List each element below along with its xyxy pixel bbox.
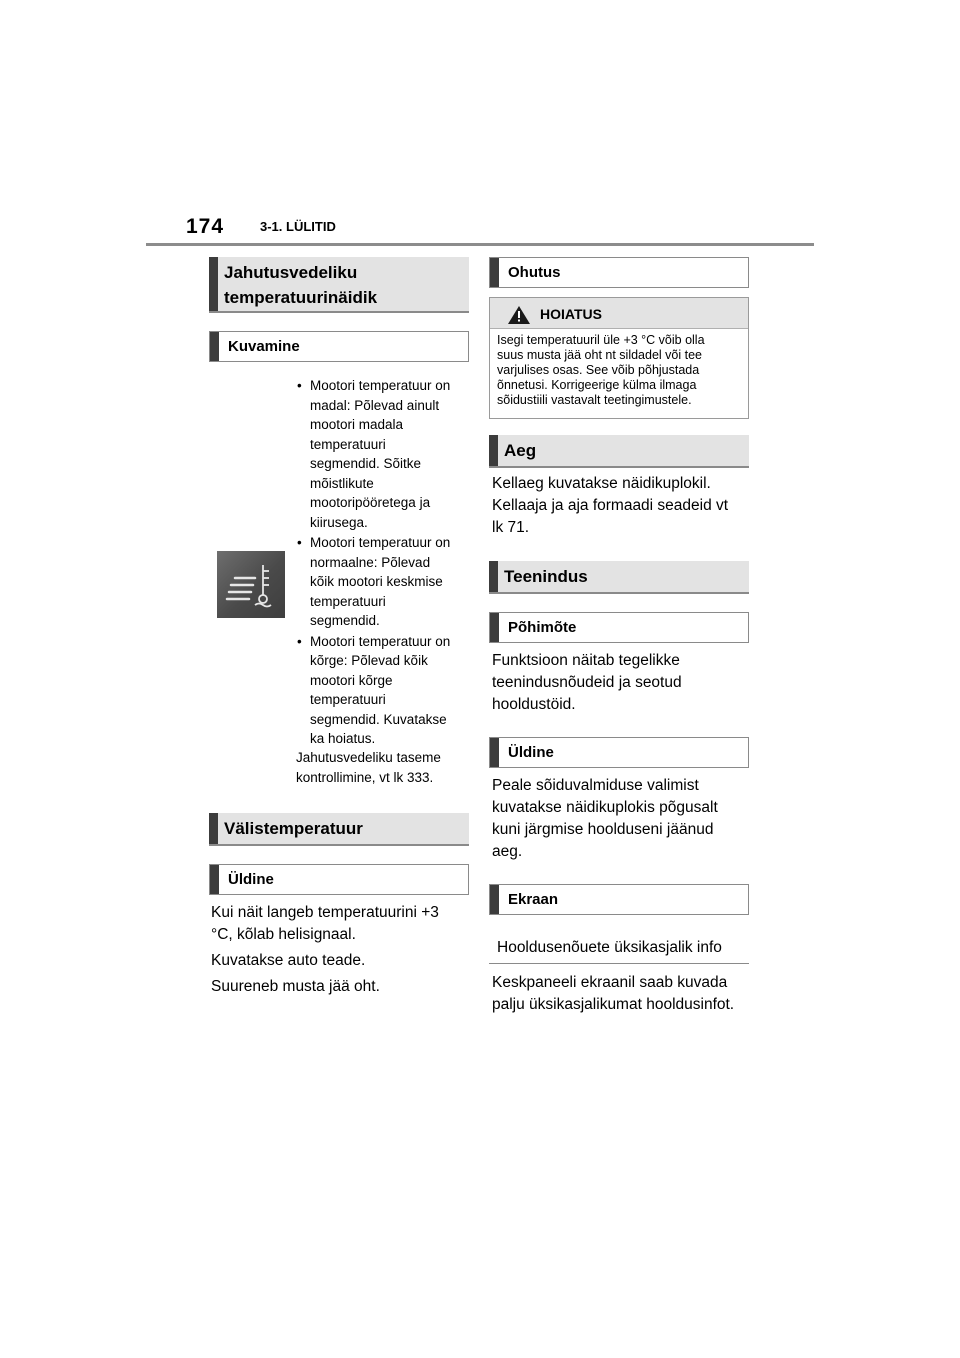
page-number: 174 — [186, 215, 225, 238]
bullet-low-temperature: • Mootori temperatuur on madal: Põlevad ainult mootori madala temperatuuri segmendid. Sõitke mõistlikute mootoripööretega ja kiirusega. — [296, 376, 471, 532]
subsection-screen — [489, 884, 749, 915]
principle-paragraph: Funktsioon näitab tegelikke teenindusnõudeid ja seotud hooldustöid. — [492, 652, 682, 713]
section-title: Teenindus — [504, 567, 588, 586]
outside-temp-paragraphs — [211, 902, 471, 998]
coolant-bullet-list — [296, 376, 471, 749]
paragraph-line: Kui näit langeb temperatuurini +3 — [211, 904, 439, 921]
header-divider — [146, 243, 814, 246]
section-outside-temperature — [209, 813, 469, 846]
subsection-title: Ohutus — [508, 264, 561, 281]
chapter-title: 3-1. LÜLITID — [260, 219, 336, 234]
coolant-level-note: Jahutusvedeliku taseme kontrollimine, vt lk 333. — [296, 750, 441, 785]
time-paragraph: Kellaeg kuvatakse näidikuplokil. Kellaaja ja aja formaadi seadeid vt lk 71. — [492, 475, 729, 536]
warning-triangle-icon — [508, 306, 530, 329]
section-time — [489, 435, 749, 468]
subsection-service-details — [489, 930, 749, 964]
subsection-title: Ekraan — [508, 891, 559, 908]
general-paragraph: Peale sõiduvalmiduse valimist kuvatakse näidikuplokis põgusalt kuni järgmise hoolduseni jäänud aeg. — [492, 777, 718, 860]
subsection-safety — [489, 257, 749, 288]
subsection-title: Üldine — [508, 744, 554, 761]
warning-title: HOIATUS — [540, 306, 602, 322]
subsection-principle — [489, 612, 749, 643]
subsection-title: Kuvamine — [228, 338, 300, 355]
section-title: Aeg — [504, 441, 537, 460]
section-service — [489, 561, 749, 594]
subsection-title: Hooldusenõuete üksikasjalik info — [497, 939, 722, 956]
screen-paragraph: Keskpaneeli ekraanil saab kuvada palju üksikasjalikumat hooldusinfot. — [492, 974, 735, 1013]
subsection-title: Põhimõte — [508, 619, 577, 636]
warning-box — [489, 297, 749, 419]
bullet-normal-temperature: • Mootori temperatuur on normaalne: Põlevad kõik mootori keskmise temperatuuri segmendid. — [296, 533, 471, 631]
warning-text: Isegi temperatuuril üle +3 °C võib olla suus musta jää oht nt sildadel või tee varjulises osas. See võib põhjustada õnnetusi. Korrigeerige külma ilmaga sõidustiili vastavalt teetingimustele. — [497, 333, 705, 407]
section-title: Välistemperatuur — [224, 819, 363, 838]
coolant-temperature-gauge-image — [217, 551, 285, 618]
subsection-title: Üldine — [228, 871, 274, 888]
subsection-display — [209, 331, 469, 362]
bullet-high-temperature: • Mootori temperatuur on kõrge: Põlevad kõik mootori kõrge temperatuuri segmendid. Kuvatakse ka hoiatus. — [296, 632, 471, 749]
subsection-general-left — [209, 864, 469, 895]
paragraph-line: °C, kõlab helisignaal. — [211, 926, 356, 943]
paragraph: Suureneb musta jää oht. — [211, 978, 380, 995]
section-title-line1: Jahutusvedeliku — [224, 263, 358, 282]
section-coolant-temperature — [209, 257, 469, 313]
paragraph: Kuvatakse auto teade. — [211, 952, 366, 969]
section-title-line2: temperatuurinäidik — [224, 288, 378, 307]
subsection-general-right — [489, 737, 749, 768]
